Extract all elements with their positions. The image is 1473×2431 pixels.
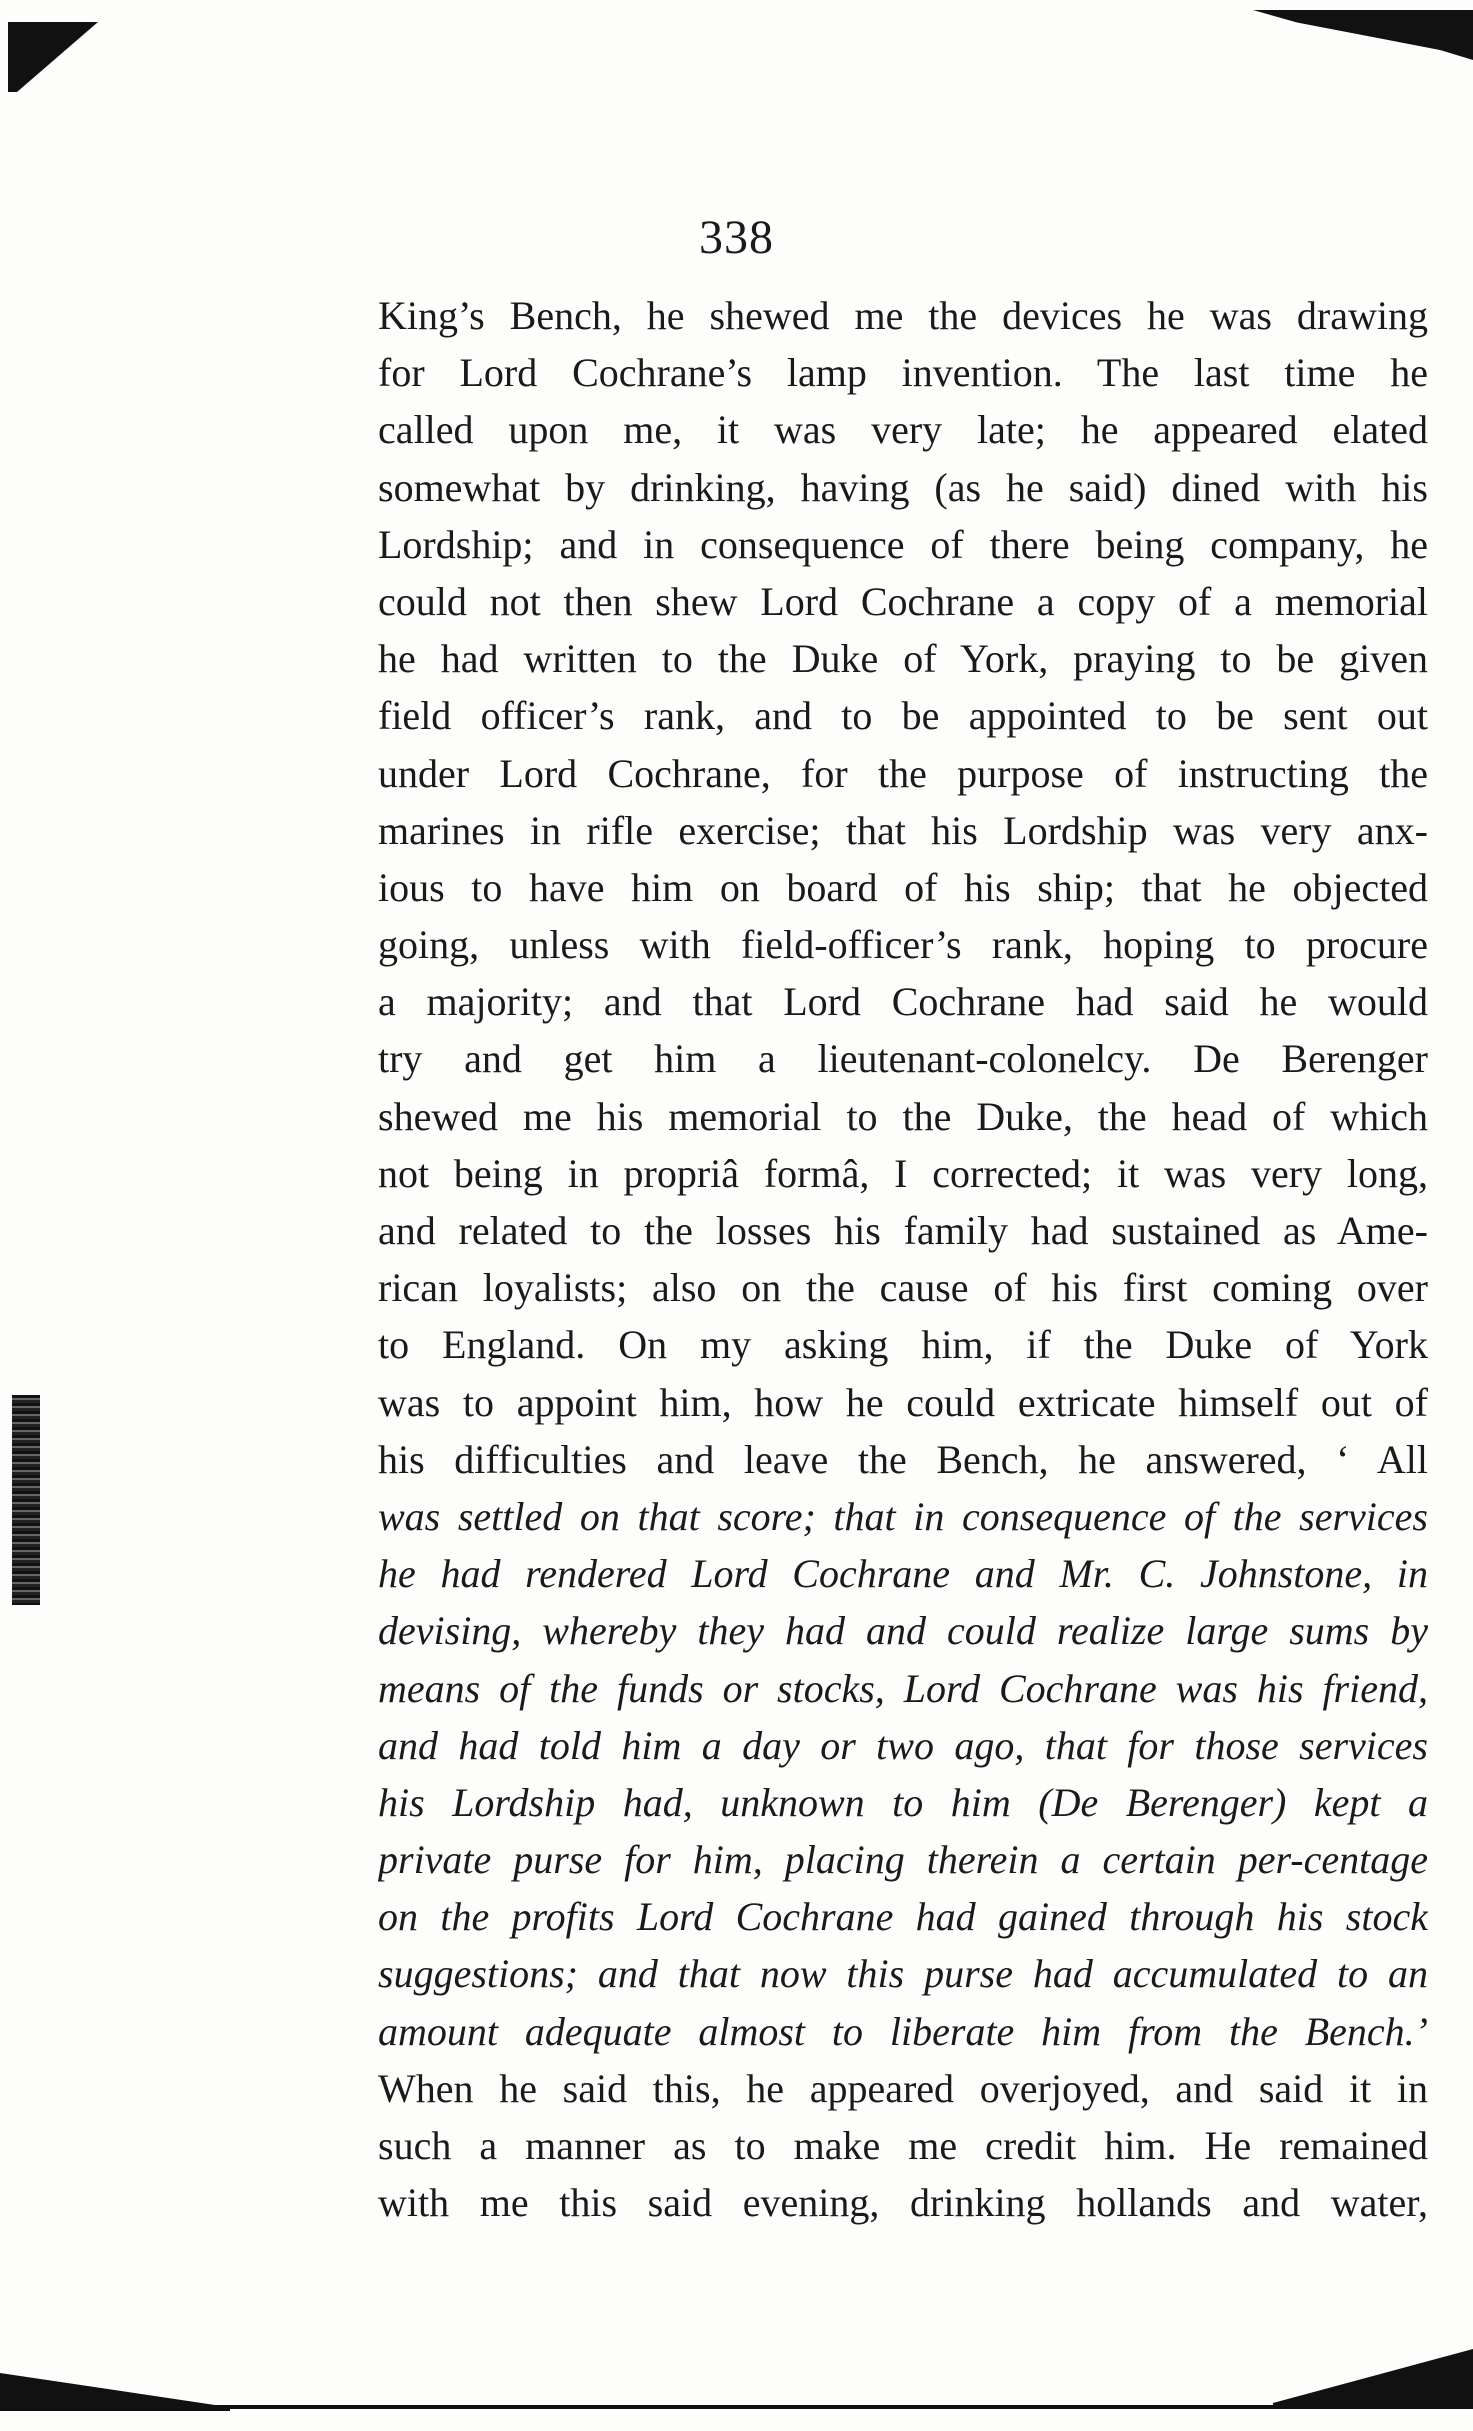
text-line: means of the funds or stocks, Lord Cochrane was his friend, bbox=[378, 1665, 1428, 1711]
text-line: was to appoint him, how he could extricate himself out of bbox=[378, 1379, 1428, 1425]
scan-shadow-bottom-right bbox=[1273, 2349, 1473, 2409]
text-line: Lordship; and in consequence of there being company, he bbox=[378, 521, 1428, 567]
text-line: was settled on that score; that in consequence of the services bbox=[378, 1493, 1428, 1539]
text-line: his Lordship had, unknown to him (De Berenger) kept a bbox=[378, 1779, 1428, 1825]
text-line: called upon me, it was very late; he appeared elated bbox=[378, 407, 1428, 453]
text-line: somewhat by drinking, having (as he said) dined with his bbox=[378, 464, 1428, 510]
text-line: for Lord Cochrane’s lamp invention. The last time he bbox=[378, 350, 1428, 396]
text-line: and related to the losses his family had sustained as Ame- bbox=[378, 1208, 1428, 1253]
text-line: and had told him a day or two ago, that for those services bbox=[378, 1722, 1428, 1768]
text-line: amount adequate almost to liberate him from the Bench.’ bbox=[378, 2008, 1428, 2054]
text-line: try and get him a lieutenant-colonelcy. De Berenger bbox=[378, 1036, 1428, 1082]
text-line: such a manner as to make me credit him. He remained bbox=[378, 2123, 1428, 2168]
text-line: rican loyalists; also on the cause of his first coming over bbox=[378, 1265, 1428, 1311]
text-line: on the profits Lord Cochrane had gained through his stock bbox=[378, 1894, 1428, 1940]
text-line: shewed me his memorial to the Duke, the head of which bbox=[378, 1093, 1428, 1139]
scan-shadow-top-right bbox=[1253, 10, 1473, 60]
text-line: he had written to the Duke of York, praying to be given bbox=[378, 636, 1428, 682]
text-line: not being in propriâ formâ, I corrected; it was very long, bbox=[378, 1150, 1428, 1196]
text-line: could not then shew Lord Cochrane a copy of a memorial bbox=[378, 578, 1428, 624]
text-line: When he said this, he appeared overjoyed, and said it in bbox=[378, 2065, 1428, 2111]
text-line: he had rendered Lord Cochrane and Mr. C. Johnstone, in bbox=[378, 1551, 1428, 1597]
text-line: ious to have him on board of his ship; that he objected bbox=[378, 864, 1428, 910]
text-line: going, unless with field-officer’s rank, hoping to procure bbox=[378, 922, 1428, 968]
text-line: a majority; and that Lord Cochrane had said he would bbox=[378, 979, 1428, 1025]
text-line: his difficulties and leave the Bench, he answered, ‘ All bbox=[378, 1436, 1428, 1482]
text-line: devising, whereby they had and could realize large sums by bbox=[378, 1608, 1428, 1654]
text-line: to England. On my asking him, if the Duke of York bbox=[378, 1322, 1428, 1368]
scan-shadow-top-left bbox=[8, 22, 98, 92]
text-line: marines in rifle exercise; that his Lordship was very anx- bbox=[378, 807, 1428, 853]
text-line: field officer’s rank, and to be appointed to be sent out bbox=[378, 693, 1428, 739]
text-line: suggestions; and that now this purse had accumulated to an bbox=[378, 1951, 1428, 1997]
scan-binding-edge bbox=[12, 1395, 40, 1605]
page-number: 338 bbox=[699, 211, 774, 264]
text-line: with me this said evening, drinking hollands and water, bbox=[378, 2180, 1428, 2226]
body-text bbox=[378, 287, 1428, 2231]
scan-shadow-bottom-left bbox=[0, 2373, 230, 2411]
text-line: under Lord Cochrane, for the purpose of instructing the bbox=[378, 750, 1428, 796]
text-line: King’s Bench, he shewed me the devices he was drawing bbox=[378, 293, 1428, 338]
text-line: private purse for him, placing therein a certain per-centage bbox=[378, 1837, 1428, 1883]
